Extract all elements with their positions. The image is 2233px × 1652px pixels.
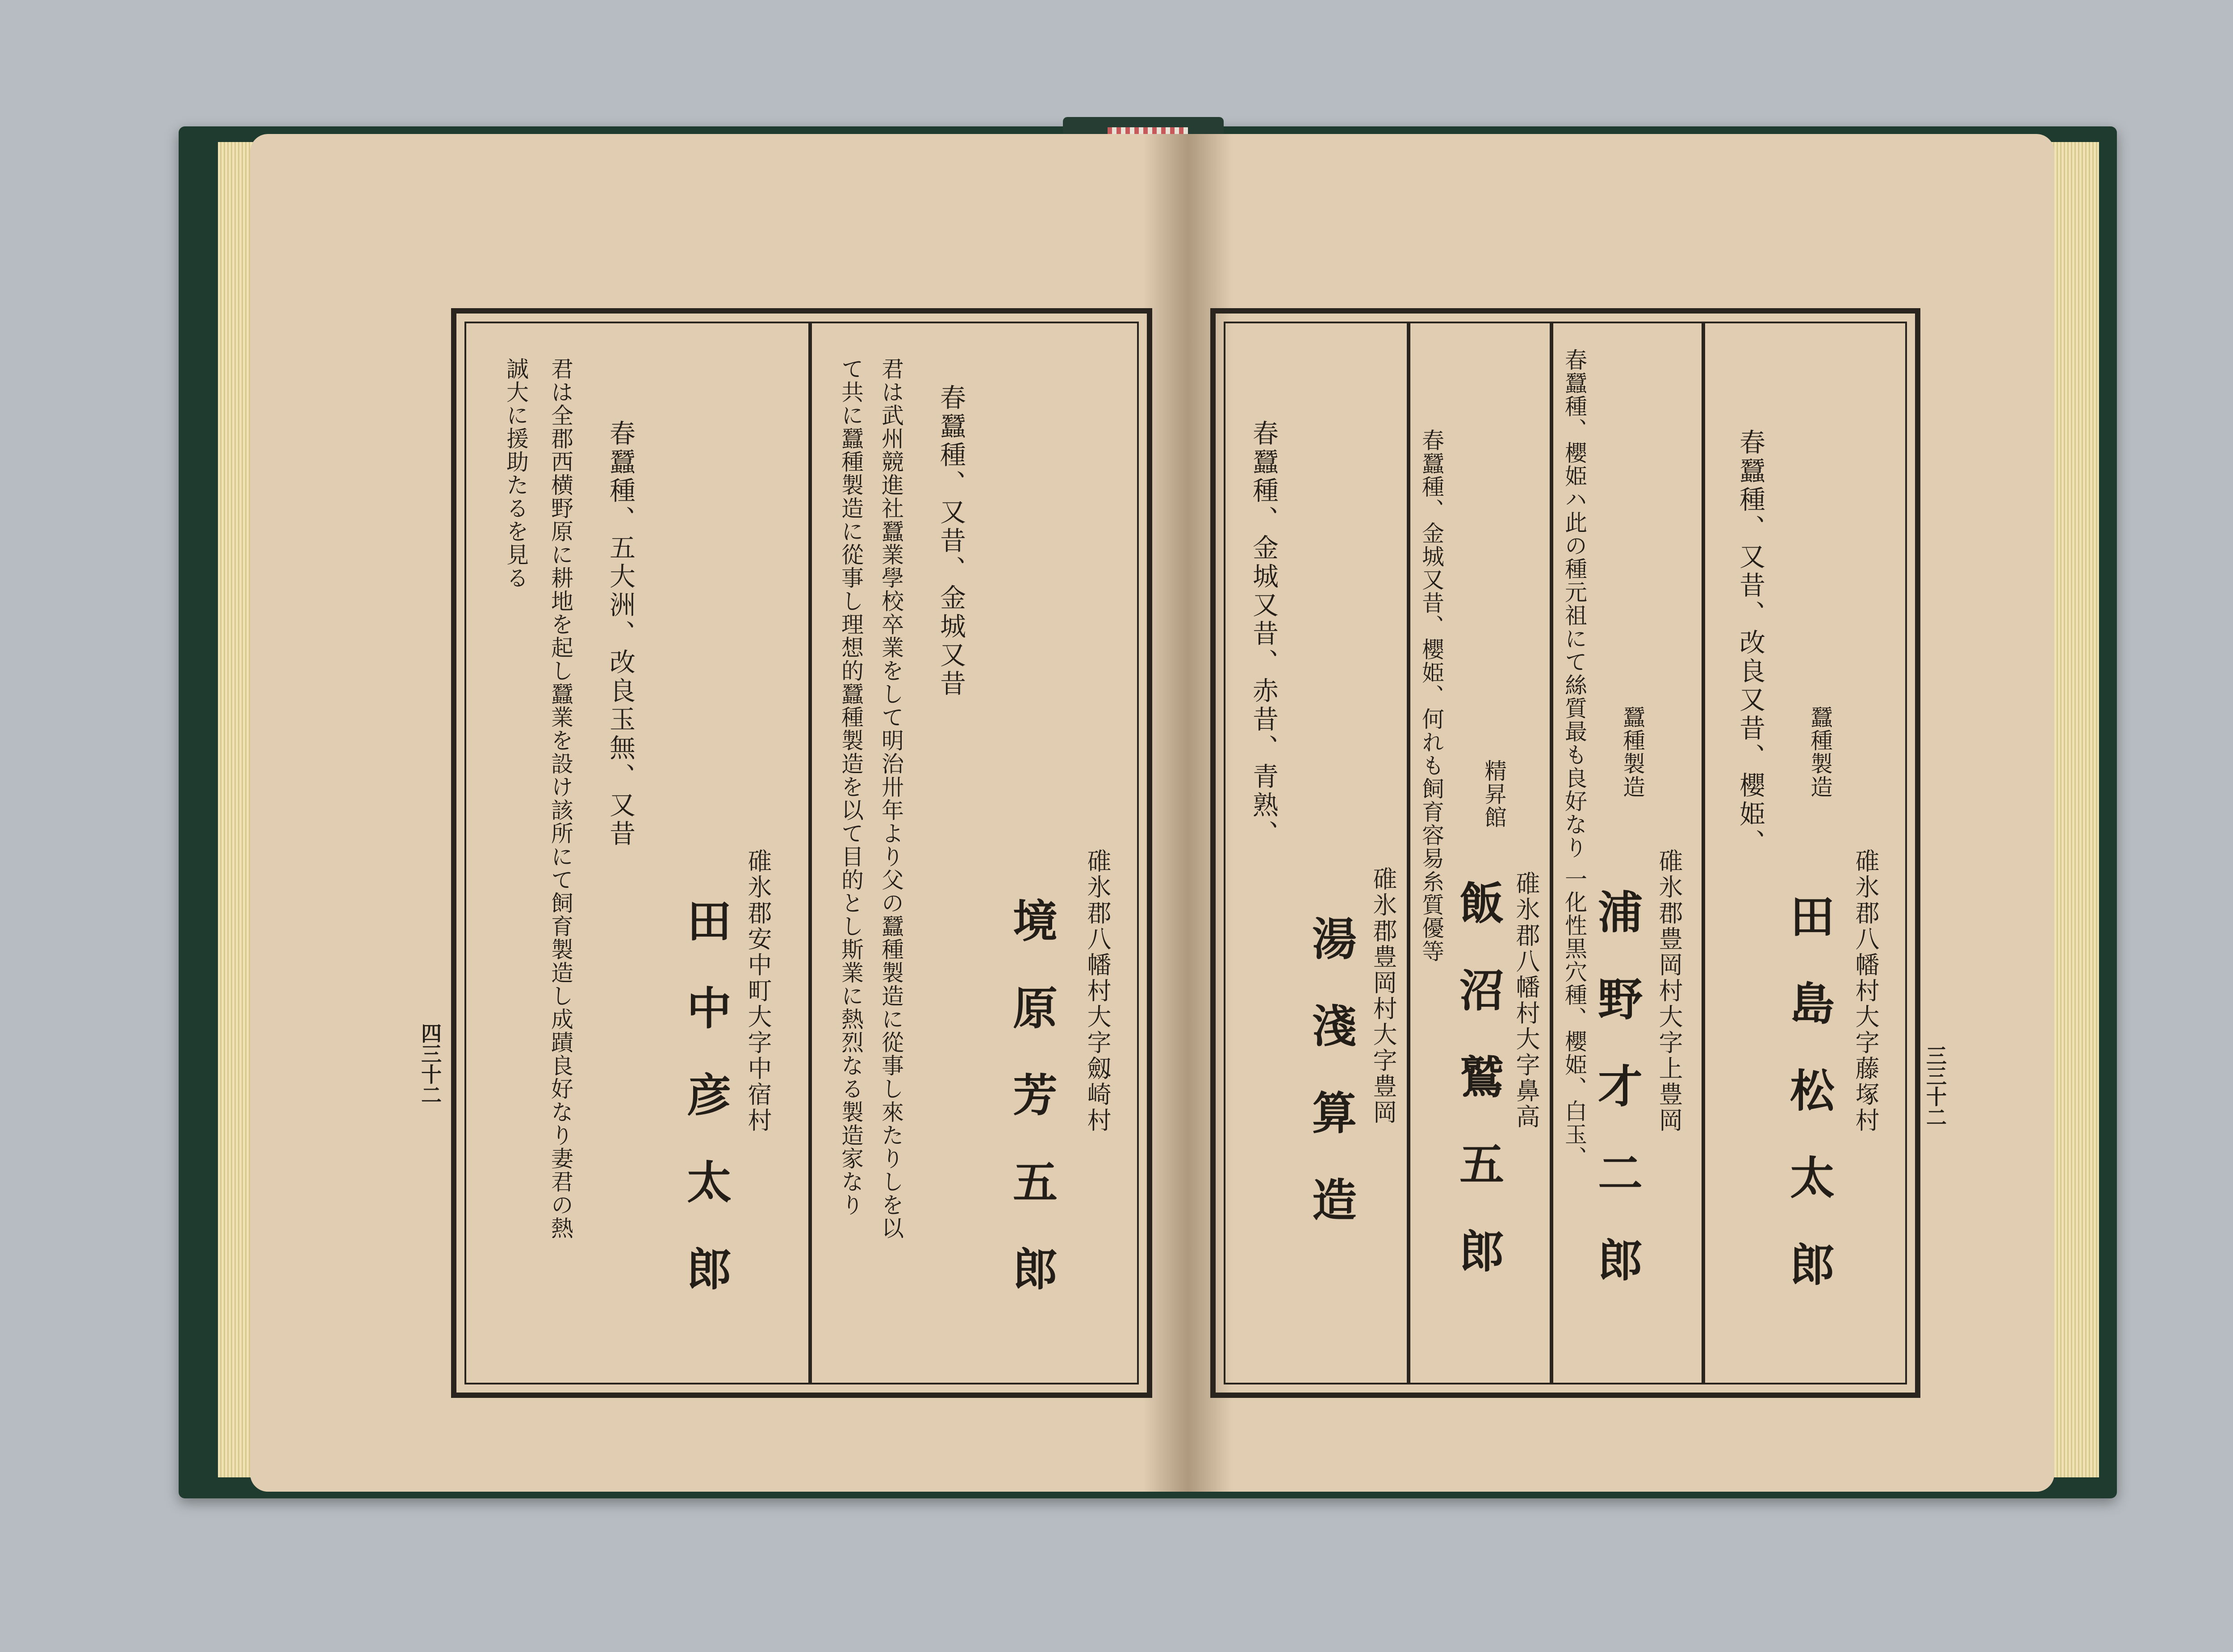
left-entry-1-varieties: 春蠶種、又昔、金城又昔 [936,384,966,698]
right-entry-4-varieties: 春蠶種、金城又昔、赤昔、青熟、 [1248,420,1279,849]
right-page-number: 三三十二 [1923,1045,1947,1127]
left-entry-2-bio-line-1: 君は全郡西横野原に耕地を起し蠶業を設け該所にて飼育製造し成蹟良好なり妻君の熱 [548,357,573,1240]
right-entry-2-maker: 蠶種製造 [1619,706,1645,799]
right-page-divider-3 [1407,322,1410,1384]
left-entry-1-address: 碓氷郡八幡村大字劔崎村 [1083,849,1112,1133]
right-entry-1-name: 田 島 松 太 郎 [1782,893,1835,1300]
right-entry-2-name: 浦 野 才 二 郎 [1590,889,1643,1295]
right-entry-2-varieties: 春蠶種、櫻姫ハ此の種元祖にて絲質最も良好なり 一化性黒穴種、櫻姫、白玉、 [1561,348,1587,1169]
right-entry-1-address: 碓氷郡八幡村大字藤塚村 [1852,849,1880,1133]
left-entry-2-address: 碓氷郡安中町大字中宿村 [744,849,772,1133]
right-entry-2-address: 碓氷郡豊岡村大字上豊岡 [1655,849,1683,1133]
right-page-divider-1 [1702,322,1705,1384]
right-entry-3-address: 碓氷郡八幡村大字鼻高 [1512,871,1540,1130]
left-entry-1-bio-line-2: て共に蠶種製造に從事し理想的蠶種製造を以て目的とし斯業に熱烈なる製造家なり [838,357,864,1217]
right-entry-4-address: 碓氷郡豊岡村大字豊岡 [1369,866,1397,1125]
left-page-divider [808,322,812,1384]
left-entry-2-bio-line-2: 誠大に援助たるを見る [503,357,529,590]
right-entry-3-varieties: 春蠶種、金城又昔、櫻姫、何れも飼育容易糸質優等 [1418,429,1444,963]
right-entry-1-maker: 蠶種製造 [1807,706,1833,799]
right-entry-1-varieties: 春蠶種、又昔、改良又昔、櫻姫、 [1735,429,1765,857]
left-entry-1-bio-line-1: 君は武州競進社蠶業學校卒業をして明治卅年より父の蠶種製造に從事し來たりしを以 [878,357,904,1240]
right-entry-4-name: 湯 淺 算 造 [1305,916,1357,1235]
left-page-number: 四三十二 [418,1023,442,1105]
left-entry-1-name: 境 原 芳 五 郎 [1005,898,1058,1304]
left-entry-2-name: 田 中 彦 太 郎 [679,898,732,1304]
left-entry-2-varieties: 春蠶種、五大洲、改良玉無、又昔 [605,420,636,849]
right-page-divider-2 [1550,322,1553,1384]
right-entry-3-maker: 精昇館 [1481,759,1507,829]
right-entry-3-name: 飯 沼 鷲 五 郎 [1452,880,1505,1286]
